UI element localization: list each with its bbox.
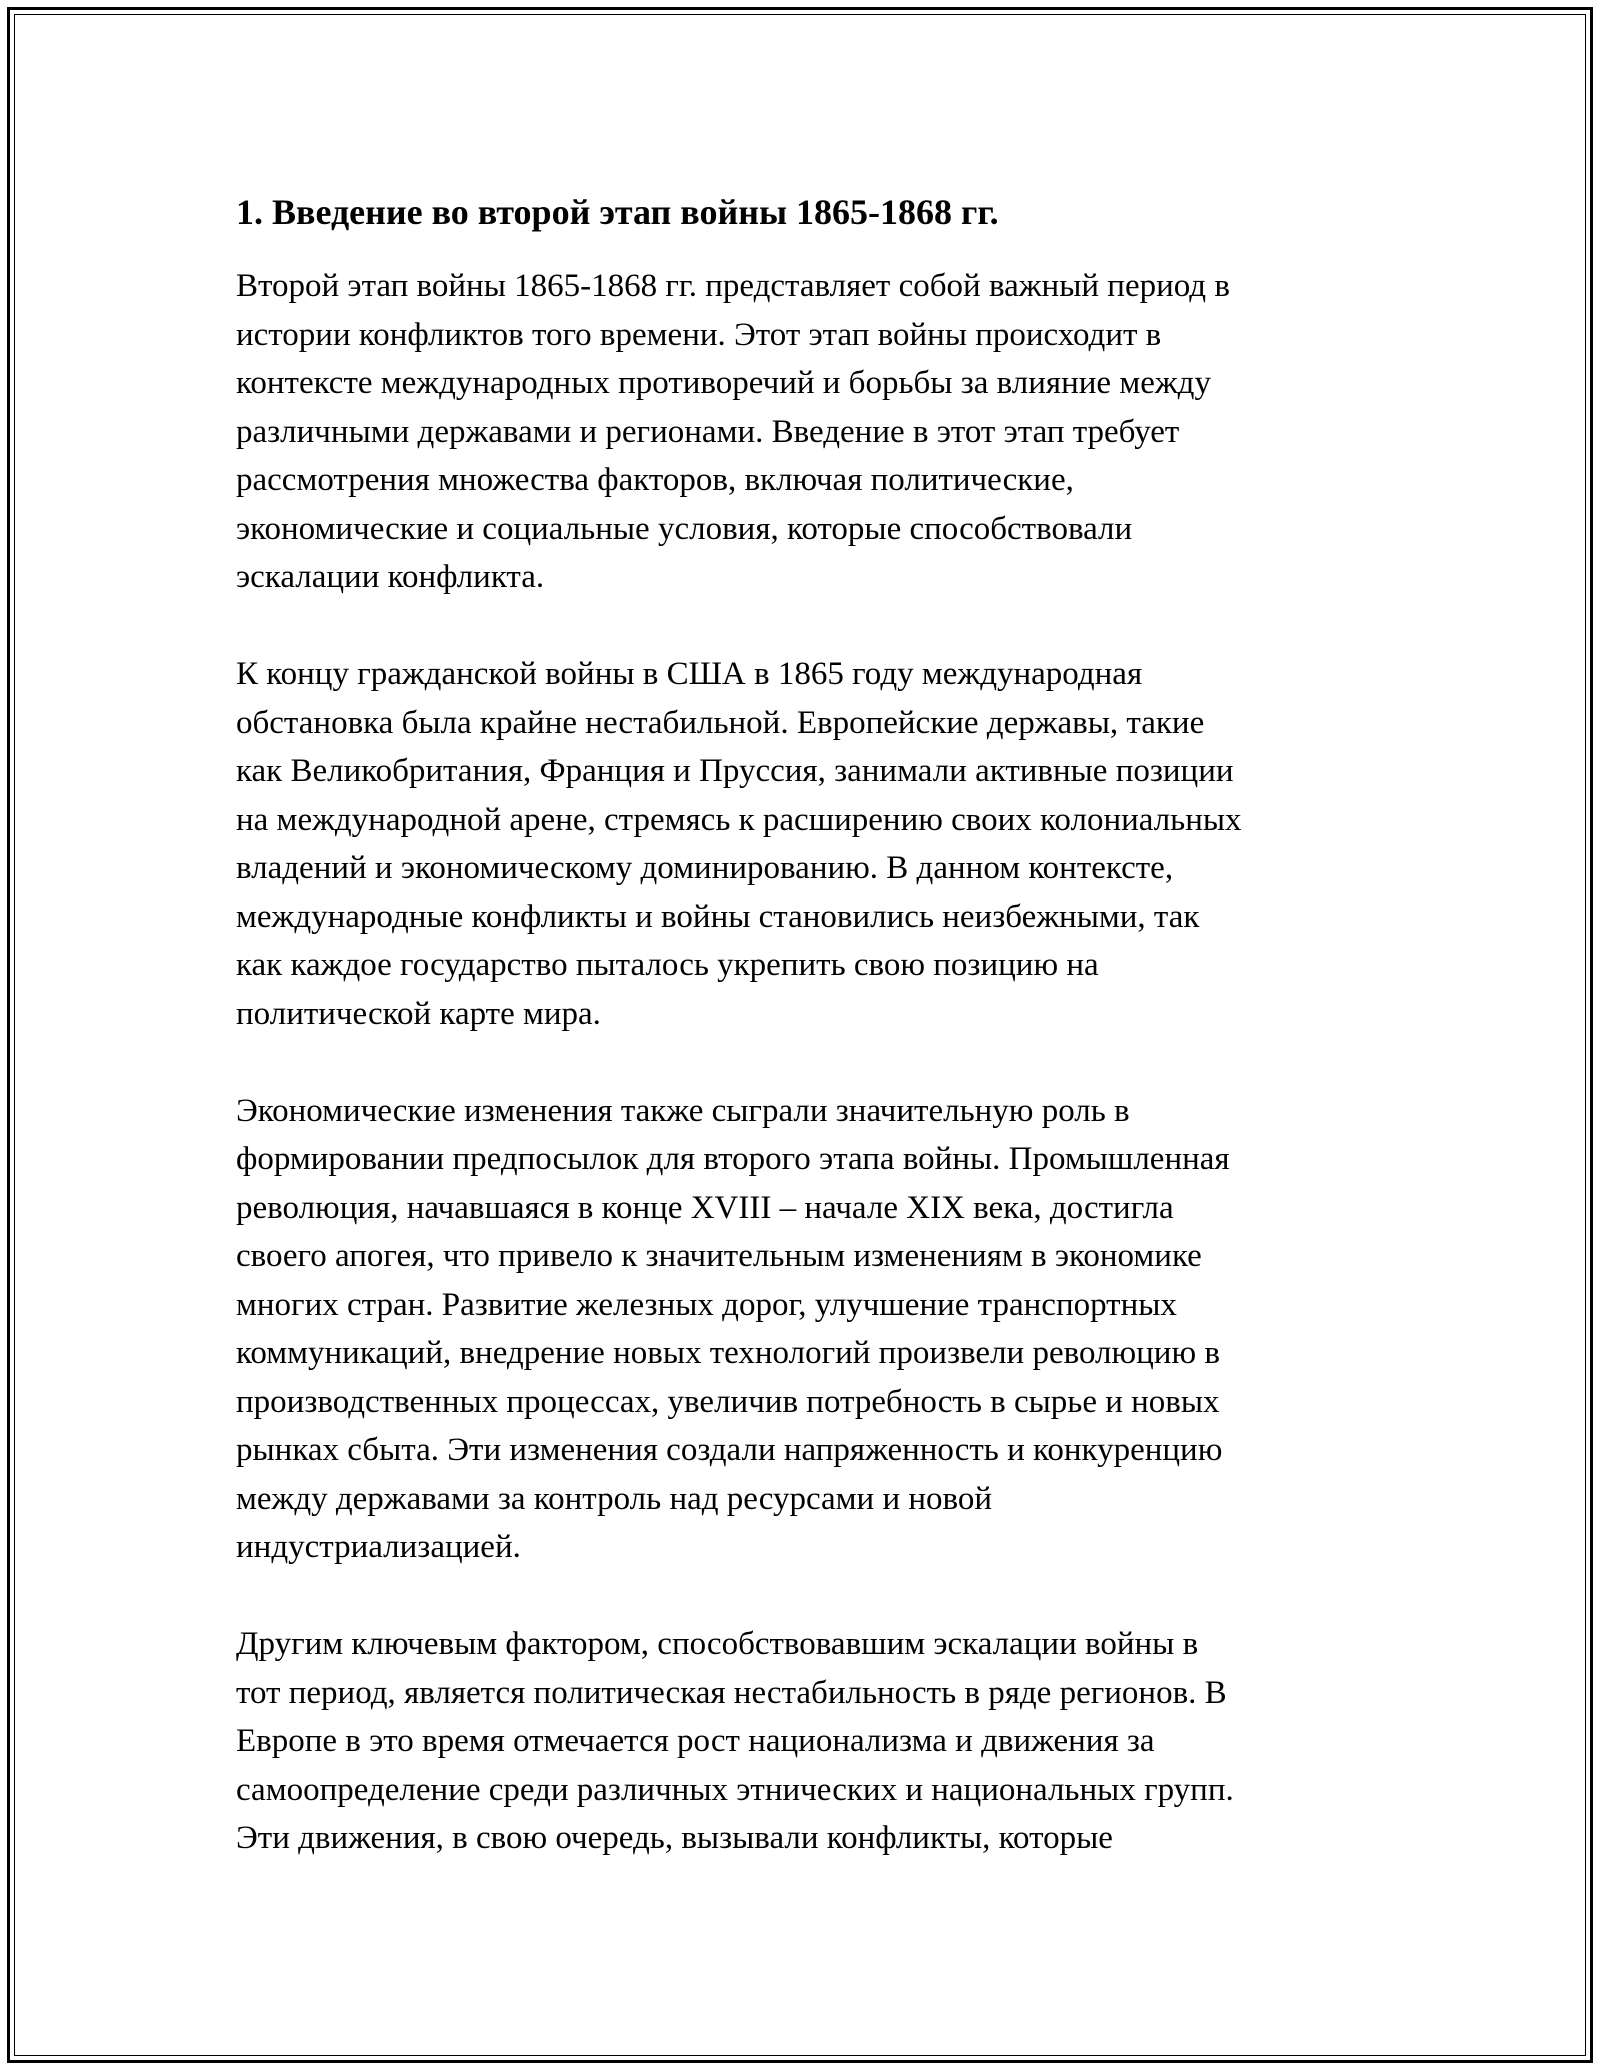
- paragraph-line: многих стран. Развитие железных дорог, улучшение транспортных: [236, 1286, 1177, 1323]
- paragraph-line: К концу гражданской войны в США в 1865 году международная: [236, 656, 1143, 692]
- paragraph-line: экономические и социальные условия, которые способствовали: [236, 510, 1133, 547]
- paragraph-1: [236, 262, 1366, 602]
- paragraph-line: эскалации конфликта.: [236, 559, 545, 595]
- paragraph-line: тот период, является политическая нестабильность в ряде регионов. В: [236, 1674, 1227, 1711]
- paragraph-line: индустриализацией.: [236, 1529, 521, 1565]
- paragraph-line: истории конфликтов того времени. Этот этап войны происходит в: [236, 316, 1162, 353]
- paragraph-line: на международной арене, стремясь к расширению своих колониальных: [236, 801, 1242, 838]
- paragraph-line: контексте международных противоречий и борьбы за влияние между: [236, 365, 1211, 401]
- paragraph-line: Экономические изменения также сыграли значительную роль в: [236, 1092, 1130, 1129]
- paragraph-line: различными державами и регионами. Введение в этот этап требует: [236, 413, 1180, 450]
- paragraph-line: самоопределение среди различных этнических и национальных групп.: [236, 1771, 1234, 1808]
- paragraph-line: Эти движения, в свою очередь, вызывали конфликты, которые: [236, 1820, 1113, 1856]
- paragraph-line: коммуникаций, внедрение новых технологий произвели революцию в: [236, 1335, 1220, 1371]
- paragraph-line: рассмотрения множества факторов, включая политические,: [236, 462, 1074, 498]
- paragraph-line: Второй этап войны 1865-1868 гг. представляет собой важный период в: [236, 268, 1230, 304]
- paragraph-4: [236, 1620, 1366, 1863]
- paragraph-line: своего апогея, что привело к значительным изменениям в экономике: [236, 1238, 1202, 1274]
- paragraph-line: Другим ключевым фактором, способствовавшим эскалации войны в: [236, 1626, 1199, 1662]
- paragraph-line: владений и экономическому доминированию. В данном контексте,: [236, 850, 1174, 886]
- paragraph-line: производственных процессах, увеличив потребность в сырье и новых: [236, 1383, 1220, 1420]
- paragraph-line: формировании предпосылок для второго этапа войны. Промышленная: [236, 1141, 1230, 1177]
- document-body: [236, 188, 1366, 1911]
- paragraph-line: Европе в это время отмечается рост национализма и движения за: [236, 1723, 1155, 1759]
- paragraph-line: обстановка была крайне нестабильной. Европейские державы, такие: [236, 704, 1205, 741]
- paragraph-line: международные конфликты и войны становились неизбежными, так: [236, 898, 1200, 935]
- paragraph-3: [236, 1087, 1366, 1572]
- paragraph-line: как Великобритания, Франция и Пруссия, занимали активные позиции: [236, 753, 1234, 789]
- paragraph-line: политической карте мира.: [236, 995, 601, 1032]
- paragraph-line: как каждое государство пыталось укрепить свою позицию на: [236, 947, 1099, 983]
- paragraph-line: революция, начавшаяся в конце XVIII – начале XIX века, достигла: [236, 1189, 1174, 1226]
- section-heading: 1. Введение во второй этап войны 1865-1868 гг.: [236, 192, 999, 232]
- paragraph-2: [236, 650, 1366, 1038]
- paragraph-line: рынках сбыта. Эти изменения создали напряженность и конкуренцию: [236, 1432, 1223, 1468]
- paragraph-line: между державами за контроль над ресурсами и новой: [236, 1480, 993, 1517]
